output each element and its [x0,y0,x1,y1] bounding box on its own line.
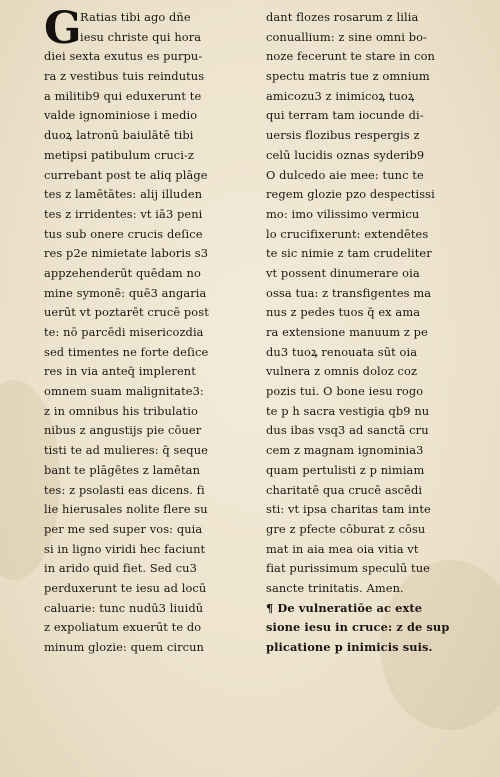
text-line: charitatē qua crucē ascēdi [266,482,423,497]
text-line: z expoliatum exuerūt te do [44,620,202,635]
text-line: dant flozes rosarum z lilia [266,10,419,24]
text-line: Ratias tibi ago dñe [80,10,191,24]
right-text-column [266,8,480,658]
text-line: mat in aia mea oia vitia vt [266,541,419,556]
text-line: minum glozie: quem circun [44,640,204,654]
text-line: tes z irridentes: vt iā3 peni [44,206,203,221]
text-line: currebant post te aliq plāge [44,167,208,182]
section-heading-line: sione iesu in cruce: z de sup [266,620,450,635]
text-line: sancte trinitatis. Amen. [266,580,404,595]
text-line: nibus z angustijs pie cōuer [44,423,202,438]
text-line: pozis tui. O bone iesu rogo [266,384,424,399]
text-line: gre z pfecte cōburat z cōsu [266,521,426,536]
text-line: amicozu3 z inimicoꝝ tuoꝝ [266,88,415,103]
text-line: te: nō parcēdi misericozdia [44,325,204,339]
text-line: bant te plāgētes z lamētan [44,462,201,477]
text-line: noze fecerunt te stare in con [266,49,435,64]
text-line: sed timentes ne forte deſice [44,344,209,359]
section-heading-line: plicatione p inimicis suis. [266,640,433,654]
text-line: diei sexta exutus es purpu- [44,49,203,64]
text-line: te p h sacra vestigia qb9 nu [266,403,430,418]
text-line: O dulcedo aie mee: tunc te [266,167,424,182]
text-line: z in omnibus his tribulatio [44,403,198,418]
text-line: res p2e nimietate laboris s3 [44,246,209,261]
left-text-column [44,3,258,658]
text-line: tes: z psolasti eas dicens. fi [44,482,205,497]
text-line: tus sub onere crucis deſice [44,226,203,241]
text-line: valde ignominiose i medio [44,108,198,123]
section-heading-line: ¶ De vulneratiōe ac exte [266,600,423,615]
text-line: a militib9 qui eduxerunt te [44,88,202,103]
text-line: tisti te ad mulieres: q̄ seque [44,443,208,458]
text-line: mine symonē: quē3 angaria [44,285,207,300]
text-line: ra extensione manuum z pe [266,325,428,339]
text-line: si in ligno viridi hec faciunt [44,541,206,556]
text-line: res in via anteq̄ implerent [44,364,196,379]
text-line: ossa tua: z transfigentes ma [266,285,432,300]
text-line: uerūt vt poztarēt crucē post [44,305,209,320]
drop-initial: G [44,3,82,54]
text-line: spectu matris tue z omnium [266,69,430,84]
text-line: vt possent dinumerare oia [266,265,420,280]
text-line: lo crucifixerunt: extendētes [266,226,429,241]
text-line: qui terram tam iocunde di- [266,108,424,123]
text-line: in arido quid fiet. Sed cu3 [44,561,197,576]
text-line: tes z lamētātes: alij illuden [44,187,203,202]
text-line: iesu christe qui hora [80,29,202,44]
text-line: uersis flozibus respergis z [266,128,420,143]
text-line: ra z vestibus tuis reindutus [44,69,205,84]
text-line: te sic nimie z tam crudeliter [266,246,432,261]
text-line: mo: imo vilissimo vermicu [266,206,420,221]
text-line: duoꝝ latronū baiulātē tibi [44,128,194,143]
text-line: metipsi patibulum cruci-z [44,147,195,162]
text-line: appzehenderūt quēdam no [44,265,201,280]
text-line: lie hierusales nolite flere su [44,502,208,517]
text-line: omnem suam malignitate3: [44,384,204,399]
text-line: dus ibas vsq3 ad sanctā cru [266,423,429,438]
text-line: perduxerunt te iesu ad locū [44,580,207,595]
text-line: quam pertulisti z p nimiam [266,462,425,477]
text-line: du3 tuoꝝ renouata sūt oia [266,344,418,359]
text-line: celū lucidis oznas syderib9 [266,147,425,162]
text-line: conuallium: z sine omni bo- [266,29,427,44]
text-line: caluarie: tunc nudū3 liuidū [44,600,204,615]
text-line: per me sed super vos: quia [44,521,203,536]
text-line: vulnera z omnis doloz coz [266,364,418,379]
text-line: nus z pedes tuos q̄ ex ama [266,305,421,320]
text-line: regem glozie pzo despectissi [266,187,435,202]
text-line: cem z magnam ignominia3 [266,443,424,458]
text-line: sti: vt ipsa charitas tam inte [266,502,431,517]
text-line: fiat purissimum speculū tue [266,561,431,576]
